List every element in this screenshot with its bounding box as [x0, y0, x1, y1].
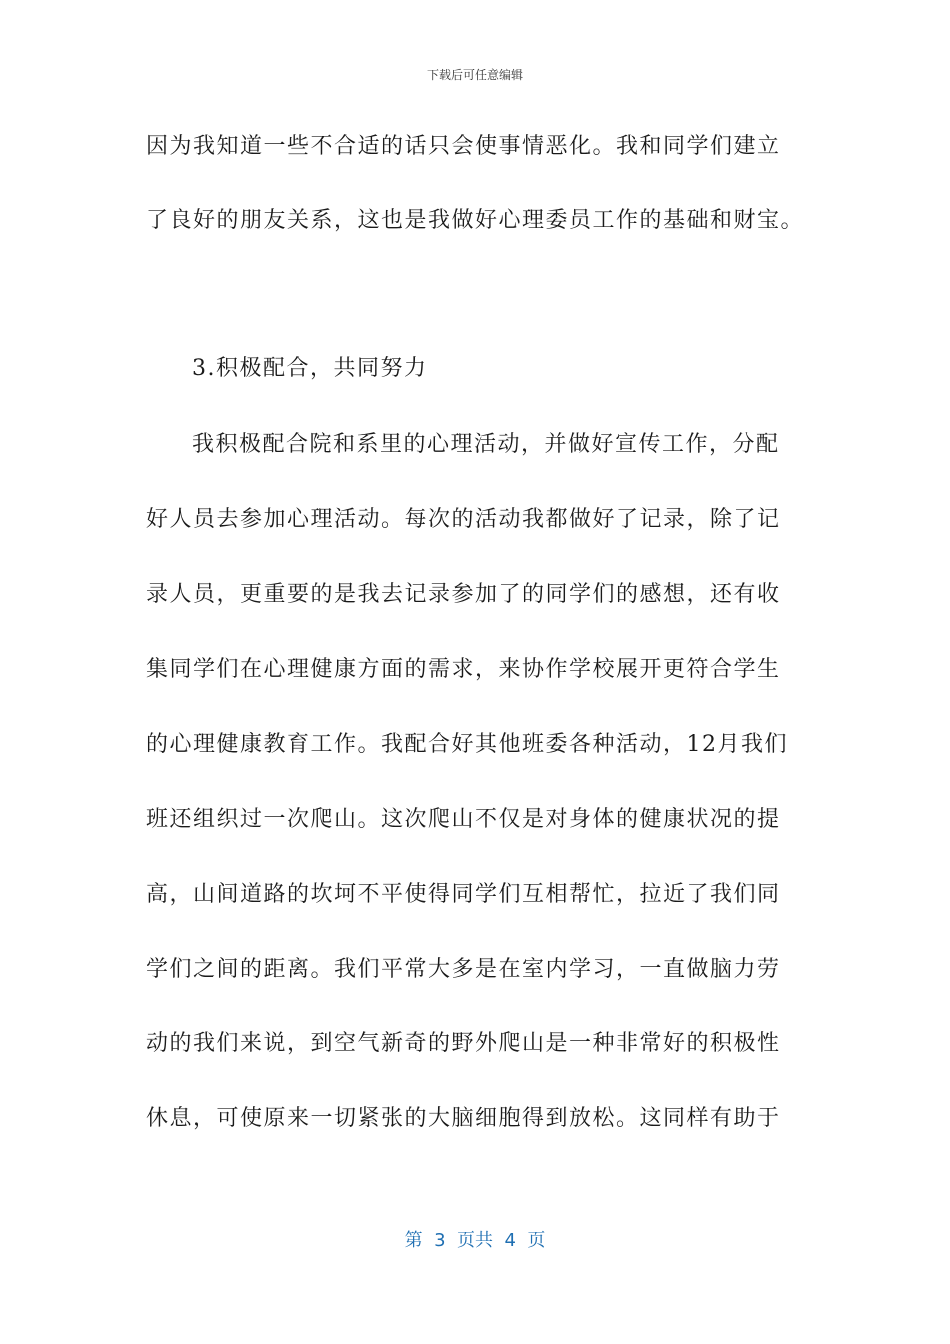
text-line-13: 休息，可使原来一切紧张的大脑细胞得到放松。这同样有助于: [146, 1106, 781, 1131]
text-line-5: 好人员去参加心理活动。每次的活动我都做好了记录，除了记: [146, 507, 781, 532]
text-line-8: 的心理健康教育工作。我配合好其他班委各种活动，12月我们: [146, 732, 788, 757]
page-footer: 第 3 页共 4 页: [404, 1230, 546, 1251]
text-line-12: 动的我们来说，到空气新奇的野外爬山是一种非常好的积极性: [146, 1031, 781, 1056]
text-line-9: 班还组织过一次爬山。这次爬山不仅是对身体的健康状况的提: [146, 807, 781, 832]
text-line-1: 因为我知道一些不合适的话只会使事情恶化。我和同学们建立: [146, 134, 781, 159]
text-line-4: 我积极配合院和系里的心理活动，并做好宣传工作，分配: [192, 432, 780, 457]
text-line-2: 了良好的朋友关系，这也是我做好心理委员工作的基础和财宝。: [146, 208, 805, 233]
section-heading: 3.积极配合，共同努力: [192, 356, 428, 381]
text-line-7: 集同学们在心理健康方面的需求，来协作学校展开更符合学生: [146, 657, 781, 682]
text-line-6: 录人员，更重要的是我去记录参加了的同学们的感想，还有收: [146, 582, 781, 607]
text-line-11: 学们之间的距离。我们平常大多是在室内学习，一直做脑力劳: [146, 957, 781, 982]
header-note: 下载后可任意编辑: [426, 68, 523, 82]
text-line-10: 高，山间道路的坎坷不平使得同学们互相帮忙，拉近了我们同: [146, 882, 781, 907]
